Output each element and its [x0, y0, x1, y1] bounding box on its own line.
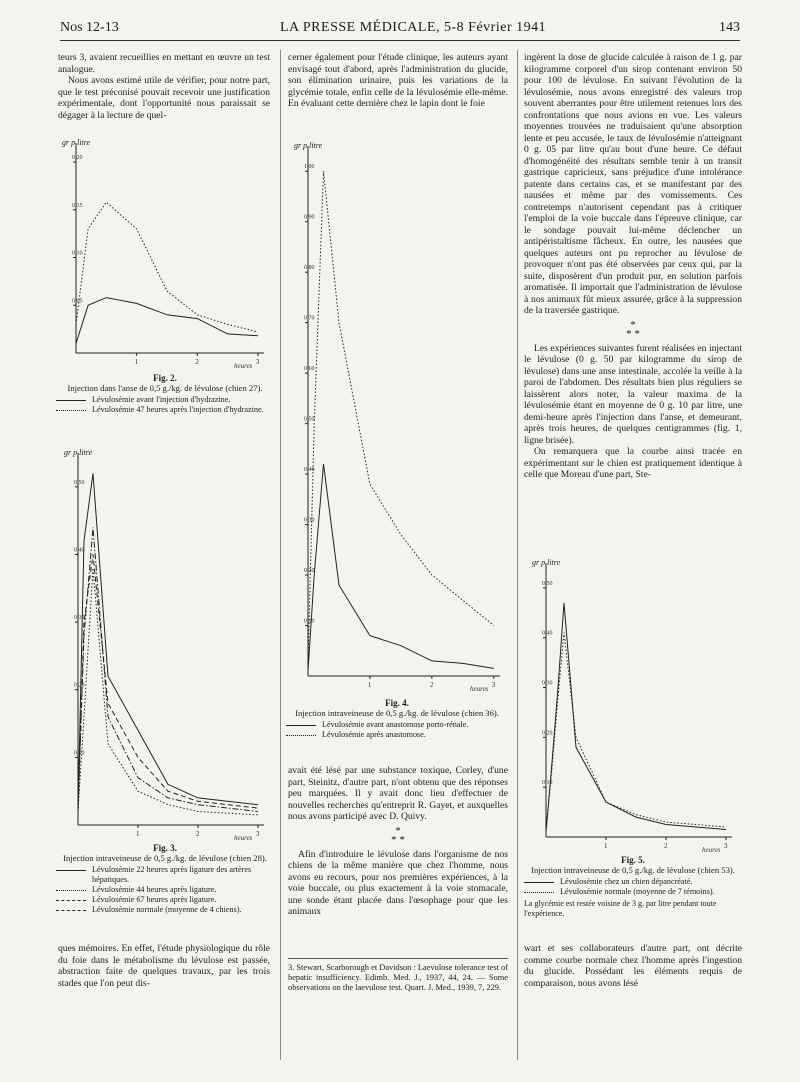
x-axis-unit: heures — [470, 685, 489, 693]
y-tick-label: 0,20 — [304, 568, 315, 575]
paragraph: wart et ses collaborateurs d'autre part, ont décrite comme courbe normale chez l'homme après l'ingestion du glucide. Possédant les éléments requis de comparaison, nous avons lésé — [524, 943, 742, 989]
legend-key — [286, 735, 316, 736]
paragraph: On remarquera que la courbe ainsi tracée en expérimentant sur le chien est pratiquement identique à celle que Moreau d'une part, Ste- — [524, 446, 742, 480]
legend-entry — [56, 865, 274, 885]
column-1-bottom — [58, 943, 270, 989]
column-divider — [280, 50, 281, 1060]
fig3-caption-block — [56, 843, 274, 863]
legend-label: Lévulosémie normale (moyenne de 7 témoins). — [560, 887, 715, 896]
fig2-chart — [56, 135, 274, 373]
y-tick-label: 0,50 — [74, 479, 85, 486]
y-tick-label: 0,10 — [74, 750, 85, 757]
figure-caption: Injection intraveineuse de 0,5 g./kg. de lévulose (chien 36). — [295, 708, 499, 718]
legend-label: Lévulosémie avant l'injection d'hydrazine. — [92, 395, 231, 404]
y-tick-label: 0,20 — [542, 730, 553, 737]
column-divider — [517, 50, 518, 1060]
y-tick-label: 0,20 — [74, 682, 85, 689]
section-separator: * * * — [626, 318, 640, 340]
paragraph: cerner également pour l'étude clinique, les auteurs ayant envisagé tout d'abord, après l'administration du glucide, son élimination urinaire, puis les variations de la glycémie totale, enfin celle de la lévulosémie elle-même. En évaluant cette dernière chez le lapin dont le foie — [288, 52, 508, 109]
journal-title: LA PRESSE MÉDICALE, 5-8 Février 1941 — [280, 20, 547, 35]
legend-label: Lévulosémie chez un chien dépancréaté. — [560, 877, 693, 886]
x-tick-label: 2 — [196, 830, 200, 838]
legend-key — [56, 890, 86, 891]
fig5-caption-block — [524, 855, 742, 875]
y-axis-label: gr p litre — [532, 558, 561, 567]
section-separator: * * * — [391, 824, 405, 846]
legend-key — [56, 870, 86, 871]
page-number: 143 — [719, 20, 740, 35]
series-line-solid — [78, 473, 258, 811]
legend-entry — [56, 405, 274, 415]
x-tick-label: 1 — [367, 681, 372, 689]
y-tick-label: 0,70 — [304, 315, 315, 322]
y-axis-label: gr p litre — [64, 448, 93, 457]
x-tick-label: 1 — [136, 830, 140, 838]
y-tick-label: 0,30 — [74, 615, 85, 622]
column-3-bottom — [524, 943, 742, 989]
y-tick-label: 1,00 — [304, 164, 315, 171]
x-tick-label: 3 — [491, 681, 496, 689]
series-line-dotted — [546, 633, 726, 832]
y-tick-label: 0,80 — [304, 265, 315, 272]
figure-title: Fig. 2. — [153, 373, 177, 383]
x-tick-label: 3 — [256, 830, 260, 838]
column-3-top — [524, 52, 742, 481]
paragraph: avait été lésé par une substance toxique, Corley, d'une part, Steinitz, d'autre part, n'ont obtenu que des réponses peu marquées. Il y avait donc lieu d'effectuer de nouvelles recherches qu'entreprit R. Gayet, et auxquelles nous avons participé avec D. Quivy. — [288, 765, 508, 822]
column-1-top — [58, 52, 270, 121]
fig4-chart — [286, 138, 508, 698]
paragraph: Afin d'introduire le lévulose dans l'organisme de nos chiens de la même manière que chez l'homme, nous avons eu recours, pour nos premières expériences, à la voie buccale, ou plus exactement à la voie stomacale, une sonde étant placée dans l'œsophage pour que les animaux — [288, 848, 508, 917]
legend-entry — [56, 395, 274, 405]
legend-label: Lévulosémie normale (moyenne de 4 chiens). — [92, 905, 242, 914]
figure-5 — [524, 555, 742, 919]
paragraph: Les expériences suivantes furent réalisées en injectant le lévulose (0 g. 50 par kilogramme du sirop de lévulose) dans une anse intestinale, accolée la veille à la paroi de l'abdomen. Des résultats bien plus réguliers se laissèrent alors noter, la valeur maxima de la lévulosémie étant en moyenne de 0 g. 10 par litre, une demi-heure après l'injection dans l'anse, et demeurant, après trois heures, de quelques centigrammes (fig. 1, ligne brisée). — [524, 342, 742, 446]
x-tick-label: 2 — [664, 842, 668, 850]
x-tick-label: 2 — [195, 358, 199, 366]
legend-entry — [56, 885, 274, 895]
paragraph: Nous avons estimé utile de vérifier, pour notre part, que le test préconisé pouvait recevoir une justification expérimentale, dont l'opportunité nous paraissait se dégager à la lecture de quel- — [58, 75, 270, 121]
figure-4 — [286, 138, 508, 740]
legend-entry — [286, 720, 508, 730]
figure-2 — [56, 135, 274, 415]
y-tick-label: 0,60 — [304, 366, 315, 373]
paragraph: ingèrent la dose de glucide calculée à raison de 1 g. par kilogramme corporel d'un sirop contenant environ 50 pour 100 de lévulose. En suivant l'évolution de la lévulosémie, nous avons enregistré des valeurs trop souvent aberrantes pour être utilement retenues lors des confrontations que nous avions en vue. Les valeurs moyennes trouvées ne traduisaient qu'une absorption lente et peu accusée, le taux de lévulosémie n'atteignant 0 g. 05 par litre qu'au bout d'une heure. Ce défaut d'homogénéité des résultats semble tenir à un transit gastrique capricieux, sans préjudice d'une intolérance patente dans certains cas, et se manifestant par des nausées et même par des vomissements. Ces contretemps n'autorisent cependant pas à critiquer l'emploi de la voie buccale dans l'épreuve clinique, car le sondage pouvait lui-même déclencher un antipéristaltisme fâcheux. En outre, les nausées que quelques auteurs ont pu reprocher au lévulose de provoquer n'ont pas été observées par ceux qui, par la suite, disposèrent d'un produit pur, en solution parfois aromatisée. Il importait que l'administration de lévulose à nos animaux fût mieux assurée, grâce à la suppression de la traversée gastrique. — [524, 52, 742, 316]
paragraph: ques mémoires. En effet, l'étude physiologique du rôle du foie dans le métabolisme du lévulose est passée, abstraction faite de quelques travaux, par les trois stades que l'on peut dis- — [58, 943, 270, 989]
fig4-legend — [286, 720, 508, 740]
legend-label: Lévulosémie après anastomose. — [322, 730, 426, 739]
y-tick-label: 0,50 — [304, 416, 315, 423]
series-line-solid — [546, 603, 726, 832]
paragraph: teurs 3, avaient recueillies en mettant en œuvre un test analogue. — [58, 52, 270, 75]
y-axis-label: gr p litre — [62, 138, 91, 147]
legend-key — [56, 910, 86, 911]
figure-caption: Injection dans l'anse de 0,5 g./kg. de lévulose (chien 27). — [67, 383, 263, 393]
y-tick-label: 0,30 — [542, 680, 553, 687]
y-tick-label: 0,40 — [542, 630, 553, 637]
y-tick-label: 0,30 — [304, 517, 315, 524]
y-tick-label: 0,20 — [72, 155, 83, 162]
figure-title: Fig. 4. — [385, 698, 409, 708]
x-tick-label: 1 — [134, 358, 139, 366]
y-tick-label: 0,40 — [304, 467, 315, 474]
y-tick-label: 0,10 — [72, 250, 83, 257]
legend-entry — [524, 877, 742, 887]
y-tick-label: 0,50 — [542, 580, 553, 587]
figure-caption: Injection intraveineuse de 0,5 g./kg. de lévulose (chien 53). — [531, 865, 735, 875]
x-axis-unit: heures — [234, 362, 253, 370]
figure-title: Fig. 5. — [621, 855, 645, 865]
y-tick-label: 0,40 — [74, 547, 85, 554]
legend-key — [524, 882, 554, 883]
figure-caption: Injection intraveineuse de 0,5 g./kg. de lévulose (chien 28). — [63, 853, 267, 863]
x-axis-unit: heures — [702, 846, 721, 854]
legend-key — [524, 892, 554, 893]
legend-key — [286, 725, 316, 726]
series-line-solid — [308, 464, 494, 671]
figure-title: Fig. 3. — [153, 843, 177, 853]
legend-entry — [524, 887, 742, 897]
fig3-chart — [56, 445, 274, 843]
legend-label: Lévulosémie 22 heures après ligature des artères hépatiques. — [92, 865, 252, 884]
x-axis-unit: heures — [234, 834, 253, 842]
y-tick-label: 0,15 — [72, 202, 83, 209]
fig3-legend — [56, 865, 274, 915]
legend-label: Lévulosémie 67 heures après ligature. — [92, 895, 217, 904]
fig2-legend — [56, 395, 274, 415]
x-tick-label: 2 — [429, 681, 434, 689]
figure-3 — [56, 445, 274, 915]
series-line-dotted — [78, 568, 258, 815]
y-tick-label: 0,10 — [304, 618, 315, 625]
y-tick-label: 0,90 — [304, 214, 315, 221]
y-axis-label: gr p litre — [294, 141, 323, 150]
column-2-top — [288, 52, 508, 110]
y-tick-label: 0,05 — [72, 298, 83, 305]
page-header — [60, 20, 740, 42]
legend-label: Lévulosémie 44 heures après ligature. — [92, 885, 217, 894]
series-line-dotted — [76, 202, 258, 332]
legend-key — [56, 410, 86, 411]
x-tick-label: 3 — [724, 842, 728, 850]
legend-entry — [286, 730, 508, 740]
fig5-legend — [524, 877, 742, 897]
legend-entry — [56, 895, 274, 905]
footnote — [288, 958, 508, 993]
legend-label: Lévulosémie 47 heures après l'injection d'hydrazine. — [92, 405, 264, 414]
legend-entry — [56, 905, 274, 915]
fig4-caption-block — [286, 698, 508, 718]
fig5-note: La glycémie est restée voisine de 3 g. par litre pendant toute l'expérience. — [524, 899, 717, 918]
legend-key — [56, 900, 86, 901]
y-tick-label: 0,10 — [542, 780, 553, 787]
series-line-dotted — [308, 171, 494, 666]
series-line-dashdot — [78, 527, 258, 811]
legend-label: Lévulosémie avant anastomose porto-rénale. — [322, 720, 469, 729]
x-tick-label: 3 — [255, 358, 260, 366]
x-tick-label: 1 — [604, 842, 608, 850]
issue-number: Nos 12-13 — [60, 20, 119, 35]
legend-key — [56, 400, 86, 401]
fig5-chart — [524, 555, 742, 855]
series-line-solid — [76, 298, 258, 344]
header-rule — [60, 40, 740, 41]
fig2-caption-block — [56, 373, 274, 393]
footnote-text: 3. Stewart, Scarborough et Davidson : Laevulose tolerance test of hepatic insufficiency. Edimb. Med. J., 1937, 44, 24. — Some observations on the laevulose test. Quart. J. Med., 1939, 7, 229. — [288, 963, 508, 992]
column-2-middle — [288, 765, 508, 918]
